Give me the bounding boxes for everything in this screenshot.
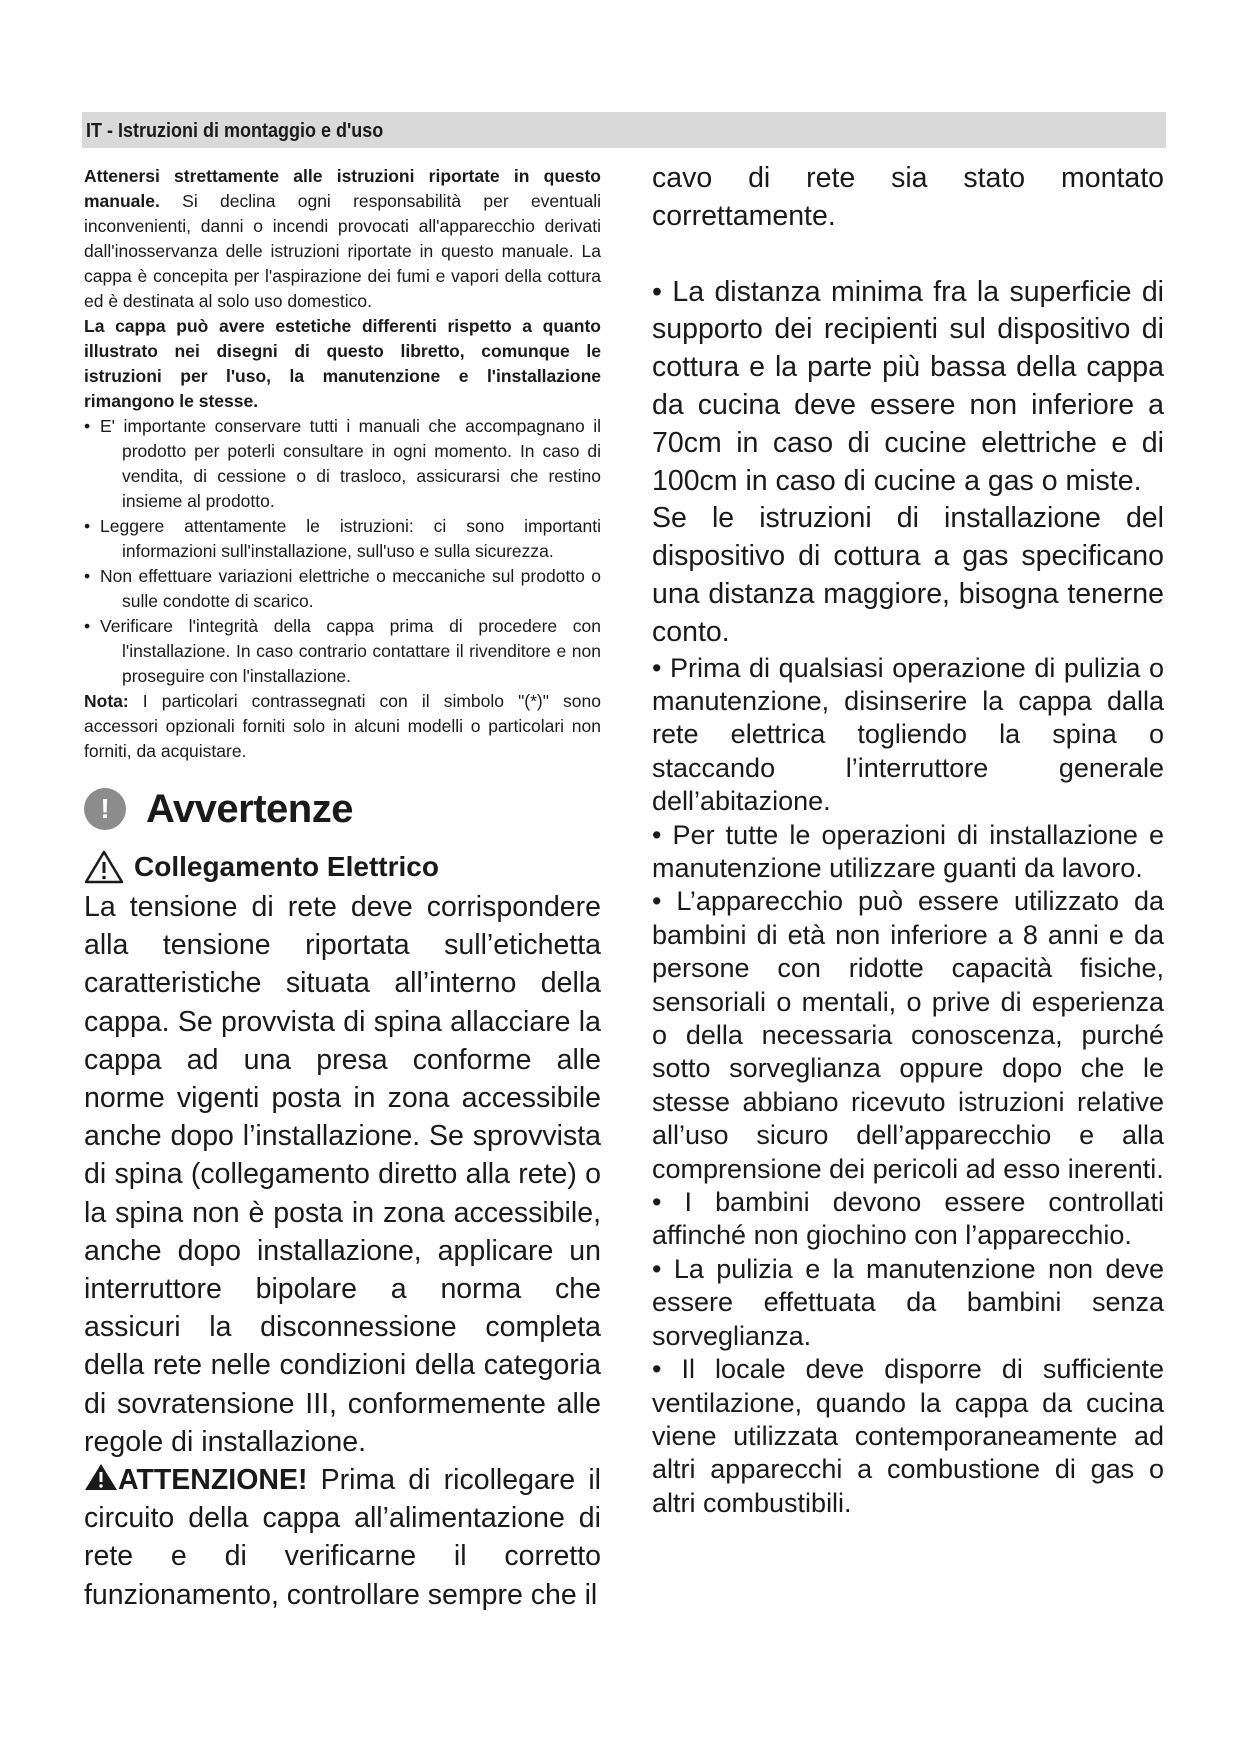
note-paragraph: [84, 689, 601, 764]
electrical-text: La tensione di rete deve corrispondere alla tensione riportata sull’etichetta caratteristiche situata all’interno della cappa. Se provvista di spina allacciare la cappa ad una presa conforme alle norme vigenti posta in zona accessibile anche dopo l’installazione. Se sprovvista di spina (collegamento diretto alla rete) o la spina non è posta in zona accessibile, anche dopo installazione, applicare un interruttore bipolare a norma che assicuri la disconnessione completa della rete nelle condizioni della categoria di sovratensione III, conformemente alle regole di installazione.: [84, 891, 601, 1458]
note-label: Nota:: [84, 691, 129, 711]
left-column: [84, 164, 601, 1614]
warning-triangle-outline-icon: [84, 850, 124, 884]
section-header: [82, 112, 1166, 148]
warning-triangle-filled-icon: [84, 1463, 118, 1491]
electrical-heading: [84, 846, 601, 888]
right-column: [652, 160, 1164, 1520]
intro-paragraph-1: [84, 164, 601, 314]
note-text: I particolari contrassegnati con il simbolo "(*)" sono accessori opzionali forniti solo in alcuni modelli o particolari non forniti, da acquistare.: [84, 691, 601, 761]
list-item: • Verificare l'integrità della cappa prima di procedere con l'installazione. In caso contrario contattare il rivenditore e non proseguire con l'installazione.: [84, 616, 601, 686]
cable-continuation: cavo di rete sia stato montato correttamente.: [652, 162, 1164, 232]
intro-paragraph-2: [84, 314, 601, 414]
list-item: • La pulizia e la manutenzione non deve essere effettuata da bambini senza sorveglianza.: [652, 1253, 1164, 1351]
list-item: • Leggere attentamente le istruzioni: ci sono importanti informazioni sull'installazione, sull'uso e sulla sicurezza.: [84, 516, 601, 561]
list-item: • E' importante conservare tutti i manuali che accompagnano il prodotto per poterli consultare in ogni momento. In caso di vendita, di cessione o di trasloco, assicurarsi che restino insieme al prodotto.: [84, 416, 601, 511]
list-item: • Non effettuare variazioni elettriche o meccaniche sul prodotto o sulle condotte di scarico.: [84, 566, 601, 611]
intro-bold-1: Attenersi strettamente alle istruzioni riportate in questo manuale.: [84, 166, 601, 211]
warning-circle-icon: !: [84, 788, 126, 830]
list-item: • Prima di qualsiasi operazione di pulizia o manutenzione, disinserire la cappa dalla rete elettrica togliendo la spina o staccando l’interruttore generale dell’abitazione.: [652, 652, 1164, 817]
gas-distance-paragraph: Se le istruzioni di installazione del dispositivo di cottura a gas specificano una distanza maggiore, bisogna tenerne conto.: [652, 502, 1164, 648]
list-item: • I bambini devono essere controllati affinché non giochino con l’apparecchio.: [652, 1187, 1164, 1251]
attention-label: ATTENZIONE!: [118, 1464, 308, 1497]
distance-paragraph: • La distanza minima fra la superficie di supporto dei recipienti sul dispositivo di cottura e la parte più bassa della cappa da cucina deve essere non inferiore a 70cm in caso di cucine elettriche e di 100cm in caso di cucine a gas o miste.: [652, 275, 1164, 497]
warnings-title: Avvertenze: [146, 786, 353, 831]
intro-text-1: Si declina ogni responsabilità per eventuali inconvenienti, danni o incendi provocati all'apparecchio derivati dall'inosservanza delle istruzioni riportate in questo manuale. La cappa è concepita per l'aspirazione dei fumi e vapori della cottura ed è destinata al solo uso domestico.: [84, 191, 601, 311]
intro-bold-2: La cappa può avere estetiche differenti rispetto a quanto illustrato nei disegni di questo libretto, comunque le istruzioni per l'uso, la manutenzione e l'installazione rimangono le stesse.: [84, 316, 601, 411]
list-item: • Il locale deve disporre di sufficiente ventilazione, quando la cappa da cucina viene utilizzata contemporaneamente ad altri apparecchi a combustione di gas o altri combustibili.: [652, 1354, 1164, 1518]
section-header-title: IT - Istruzioni di montaggio e d'uso: [86, 120, 384, 142]
list-item: • L’apparecchio può essere utilizzato da bambini di età non inferiore a 8 anni e da persone con ridotte capacità fisiche, sensoriali o mentali, o prive di esperienza o della necessaria conoscenza, purché sotto sorveglianza oppure dopo che le stesse abbiano ricevuto istruzioni relative all’uso sicuro dell’apparecchio e alla comprensione dei pericoli ad esso inerenti.: [652, 886, 1164, 1184]
attention-paragraph: [84, 1461, 601, 1614]
intro-bullet-list: [84, 414, 601, 689]
attention-text: Prima di ricollegare il circuito della cappa all’alimentazione di rete e di verificarne il corretto funzionamento, controllare sempre che il: [84, 1464, 601, 1611]
warnings-heading: [84, 782, 601, 836]
list-item: • Per tutte le operazioni di installazione e manutenzione utilizzare guanti da lavoro.: [652, 819, 1164, 883]
electrical-title: Collegamento Elettrico: [134, 851, 439, 882]
